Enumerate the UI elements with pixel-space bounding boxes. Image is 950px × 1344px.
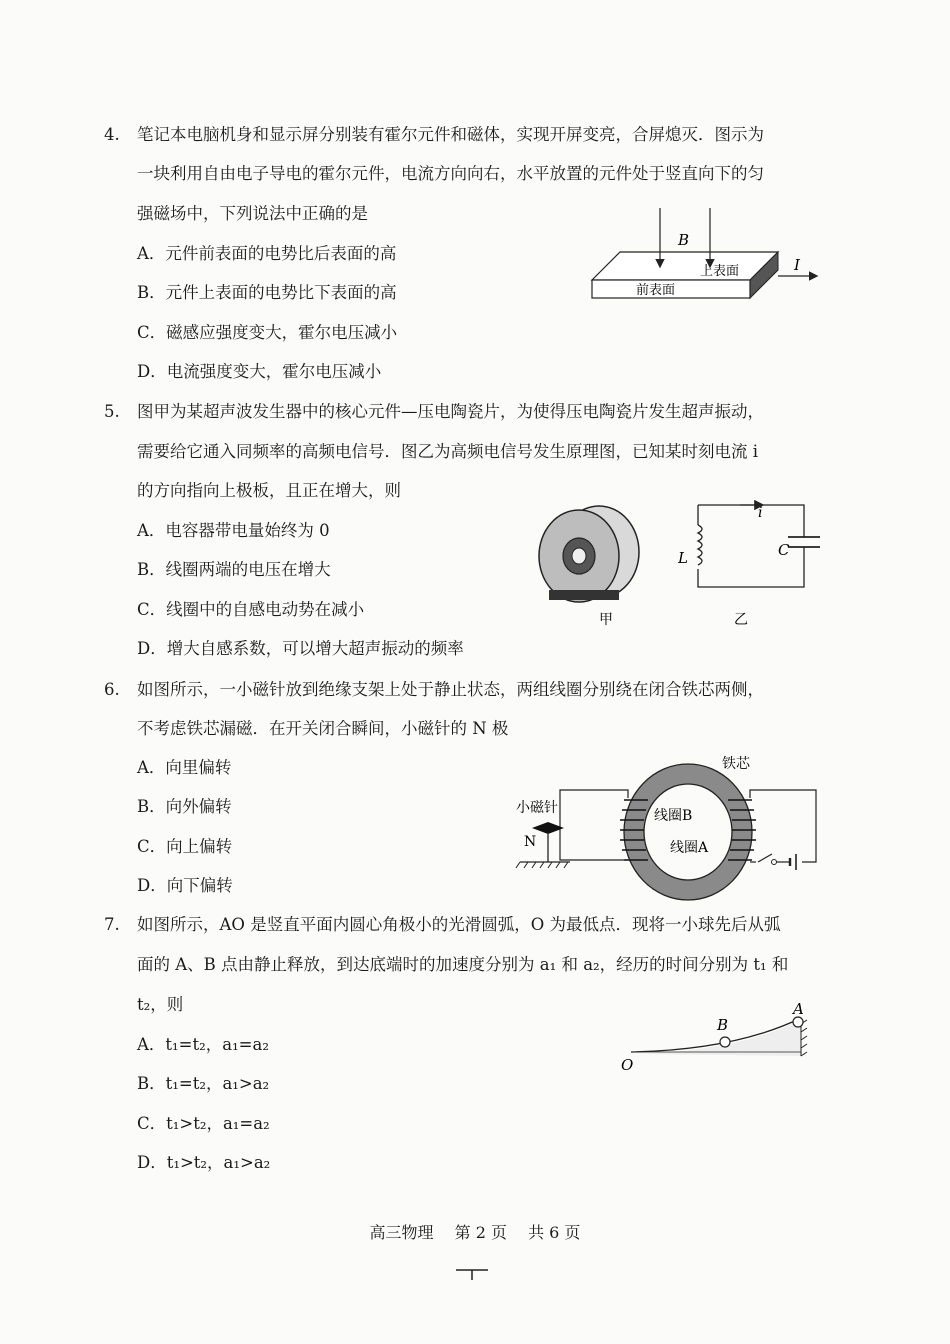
circuit-l-label: L [678, 549, 688, 567]
hall-b-label: B [678, 231, 690, 249]
piezo-jia-label: 甲 [599, 612, 613, 628]
hall-front-label: 前表面 [636, 283, 676, 298]
question-4-option-b: B．元件上表面的电势比下表面的高 [137, 283, 397, 302]
hall-top-label: 上表面 [700, 264, 740, 279]
question-7-option-c: C．t₁>t₂，a₁=a₂ [137, 1114, 270, 1133]
question-5-line-2: 需要给它通入同频率的高频电信号．图乙为高频电信号发生原理图，已知某时刻电流 i [137, 442, 759, 461]
question-5-number: 5. [104, 402, 120, 421]
question-6-number: 6. [104, 680, 120, 699]
needle-label: 小磁针 [516, 800, 558, 816]
question-7-number: 7. [104, 915, 120, 934]
iron-core-figure [510, 750, 830, 910]
question-4-option-a: A．元件前表面的电势比后表面的高 [137, 244, 397, 263]
question-5-option-a: A．电容器带电量始终为 0 [137, 521, 330, 540]
question-7-line-1: 如图所示，AO 是竖直平面内圆心角极小的光滑圆弧，O 为最低点．现将一小球先后从弧 [137, 915, 781, 934]
question-7-line-2: 面的 A、B 点由静止释放，到达底端时的加速度分别为 a₁ 和 a₂，经历的时间分别为 t₁ 和 [137, 955, 789, 974]
question-6-option-d: D．向下偏转 [137, 876, 233, 895]
question-5-line-1: 图甲为某超声波发生器中的核心元件—压电陶瓷片，为使得压电陶瓷片发生超声振动， [137, 402, 764, 421]
question-4-option-c: C．磁感应强度变大，霍尔电压减小 [137, 323, 398, 342]
page-footer: 高三物理 第 2 页 共 6 页 [369, 1223, 581, 1242]
question-4-line-1: 笔记本电脑机身和显示屏分别装有霍尔元件和磁体，实现开屏变亮，合屏熄灭．图示为 [137, 125, 764, 144]
hall-element-figure [580, 200, 830, 310]
core-label: 铁芯 [722, 756, 750, 772]
arc-figure [615, 1000, 815, 1080]
coil-b-label: 线圈B [654, 808, 693, 824]
coil-a-label: 线圈A [670, 840, 709, 856]
question-7-option-b: B．t₁=t₂，a₁>a₂ [137, 1074, 270, 1093]
question-5-line-3: 的方向指向上极板，且正在增大，则 [137, 481, 401, 500]
question-6-option-b: B．向外偏转 [137, 797, 232, 816]
question-4-line-3: 强磁场中，下列说法中正确的是 [137, 204, 368, 223]
question-5-option-d: D．增大自感系数，可以增大超声振动的频率 [137, 639, 464, 658]
circuit-yi-label: 乙 [734, 612, 748, 628]
question-4-line-2: 一块利用自由电子导电的霍尔元件，电流方向向右，水平放置的元件处于竖直向下的匀 [137, 164, 764, 183]
arc-a-label: A [793, 1000, 804, 1018]
binding-mark [452, 1262, 492, 1282]
question-4-option-d: D．电流强度变大，霍尔电压减小 [137, 362, 382, 381]
question-6-line-2: 不考虑铁芯漏磁．在开关闭合瞬间，小磁针的 N 极 [137, 719, 509, 738]
circuit-i-label: i [758, 505, 763, 521]
needle-n-label: N [524, 834, 537, 850]
circuit-c-label: C [778, 541, 790, 559]
question-5-option-b: B．线圈两端的电压在增大 [137, 560, 331, 579]
hall-i-label: I [794, 256, 800, 274]
arc-b-label: B [717, 1016, 729, 1034]
question-6-option-c: C．向上偏转 [137, 837, 233, 856]
arc-o-label: O [621, 1056, 634, 1074]
question-6-option-a: A．向里偏转 [137, 758, 232, 777]
question-7-line-3: t₂，则 [137, 995, 184, 1014]
question-6-line-1: 如图所示，一小磁针放到绝缘支架上处于静止状态，两组线圈分别绕在闭合铁芯两侧， [137, 680, 764, 699]
lc-circuit-figure [670, 495, 820, 630]
piezo-disc-figure [535, 500, 645, 630]
question-5-option-c: C．线圈中的自感电动势在减小 [137, 600, 365, 619]
question-7-option-a: A．t₁=t₂，a₁=a₂ [137, 1035, 269, 1054]
question-7-option-d: D．t₁>t₂，a₁>a₂ [137, 1153, 271, 1172]
question-4-number: 4. [104, 125, 120, 144]
